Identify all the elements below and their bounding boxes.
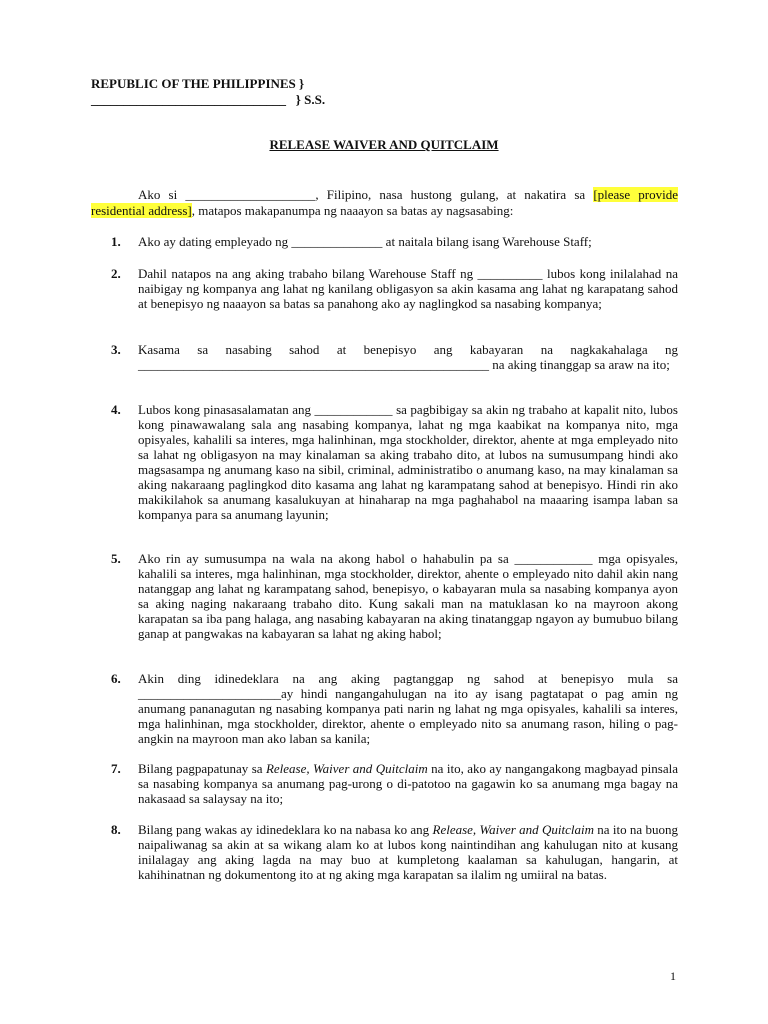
list-item-7: [91, 761, 678, 806]
item-text-post: na ito na buong naipaliwanag sa akin at sa wikang alam ko at lubos kong naintindihan ang kahulugan nito at kusang inilalagay ang aking lagda na may buo at kumpletong kaalaman sa kahulugan, hangarin, at kahihinatnan ng dokumentong ito at ng aking mga karapatan sa ilalim ng umiiral na batas.: [138, 822, 678, 882]
list-item-2: [91, 266, 678, 311]
item-text-pre: Bilang pagpapatunay sa: [138, 761, 266, 776]
list-item-1: [91, 234, 678, 249]
item-number: 7.: [111, 761, 121, 776]
item-text-pre: Bilang pang wakas ay idinedeklara ko na nabasa ko ang: [138, 822, 433, 837]
item-text: Akin ding idinedeklara na ang aking pagtanggap ng sahod at benepisyo mula sa ______________________ay hindi nangangahulugan na ito ay isang pagtatapat o pag amin ng anumang pananagutan ng nasabing kompanya pati narin ng lahat ng mga opisyales, kahalili sa interes, mga halinhinan, mga stockholder, direktor, ahente o empleyado nito sa anumang rason, hiling o pag-angkin na mayroon man ako laban sa kanila;: [138, 671, 678, 746]
list-item-8: [91, 822, 678, 882]
item-text: Dahil natapos na ang aking trabaho bilang Warehouse Staff ng __________ lubos kong inilalahad na naibigay ng kompanya ang lahat ng kanilang obligasyon sa akin kasama ang lahat ng karapatang sahod at benepisyo ng naaayon sa batas sa panahong ako ay naglingkod sa nasabing kompanya;: [138, 266, 678, 311]
item-text: Lubos kong pinasasalamatan ang ____________ sa pagbibigay sa akin ng trabaho at kapalit nito, lubos kong pinawawalang sala ang nasabing kompanya, lahat ng mga kaabikat na kompanya nito, mga opisyales, kahalili sa interes, mga halinhinan, mga stockholder, direktor, ahente at mga empleyado nito sa lahat ng obligasyon na may kinalaman sa aking trabaho dito, at lubos na sumusumpang hindi ako magsasampa ng anumang kaso na sibil, criminal, administratibo o anumang kaso, na may kinalaman sa aking nakaraang paglingkod dito kasama ang lahat ng karampatang sahod at benepisyo. Hindi rin ako makikilahok sa anumang kasalukuyan at hinaharap na mga paghahabol na maaaring isampa laban sa kompanya para sa anumang layunin;: [138, 402, 678, 522]
item-text: Ako ay dating empleyado ng ______________ at naitala bilang isang Warehouse Staff;: [138, 234, 592, 249]
item-number: 8.: [111, 822, 121, 837]
item-number: 2.: [111, 266, 121, 281]
list-item-6: [91, 671, 678, 746]
item-number: 3.: [111, 342, 121, 357]
intro-text-start: Ako si ____________________, Filipino, nasa hustong gulang, at nakatira sa: [138, 187, 594, 202]
item-text: [138, 822, 678, 882]
item-text: Ako rin ay sumusumpa na wala na akong habol o hahabulin pa sa ____________ mga opisyales, kahalili sa interes, mga halinhinan, mga stockholder, direktor, ahente o empleyado nito dahil akin nang natanggap ang lahat ng karampatang sahod, benepisyo, o kabayaran mula sa nasabing kompanya ayon sa aking naging nakaraang trabaho dito. Kung sakali man na matuklasan ko na mayroon akong karapatan sa iba pang halaga, ang nasabing kabayaran na aking tinatanggap ngayon ay bumubuo bilang ganap at pangwakas na kabayaran sa lahat ng aking habol;: [138, 551, 678, 641]
caption-republic: REPUBLIC OF THE PHILIPPINES }: [91, 76, 305, 91]
item-number: 1.: [111, 234, 121, 249]
highlighted-placeholder: [please provide residential address]: [91, 187, 678, 218]
document-title: RELEASE WAIVER AND QUITCLAIM: [269, 137, 499, 152]
intro-paragraph: [91, 187, 678, 219]
item-text-post: na ito, ako ay nangangakong magbayad pinsala sa nasabing kompanya sa anumang pag-urong o di-patotoo na gagawin ko sa anumang mga bagay na nakasaad sa salaysay na ito;: [138, 761, 679, 806]
document-name-italic: Release, Waiver and Quitclaim: [432, 822, 594, 837]
page-number: 1: [670, 969, 676, 983]
item-text: [138, 761, 678, 806]
list-item-3: [91, 342, 678, 372]
item-text: Kasama sa nasabing sahod at benepisyo ang kabayaran na nagkakahalaga ng ______________________________________________________ na aking tinanggap sa araw na ito;: [138, 342, 678, 372]
document-name-italic: Release, Waiver and Quitclaim: [265, 761, 428, 776]
item-number: 4.: [111, 402, 121, 417]
item-number: 5.: [111, 551, 121, 566]
item-number: 6.: [111, 671, 121, 686]
caption-venue-line: ______________________________ } S.S.: [91, 92, 326, 107]
list-item-4: [91, 402, 678, 522]
list-item-5: [91, 551, 678, 641]
intro-text-end: , matapos makapanumpa ng naaayon sa batas ay nagsasabing:: [191, 203, 514, 218]
